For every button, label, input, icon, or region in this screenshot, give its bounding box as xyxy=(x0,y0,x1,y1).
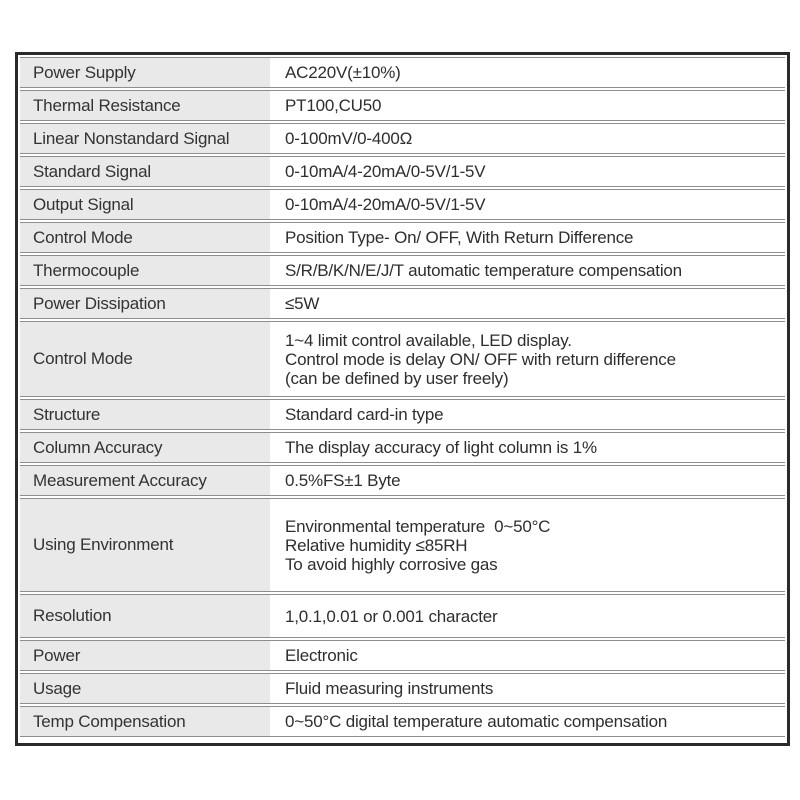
row-label: Power xyxy=(20,641,270,670)
table-row xyxy=(20,673,785,704)
row-label: Thermal Resistance xyxy=(20,91,270,120)
row-value-line: 1,0.1,0.01 or 0.001 character xyxy=(285,606,498,626)
table-row xyxy=(20,399,785,430)
row-value xyxy=(270,466,785,495)
row-label: Output Signal xyxy=(20,190,270,219)
row-value-line: 0-100mV/0-400Ω xyxy=(285,129,413,148)
row-value-line: Standard card-in type xyxy=(285,405,444,424)
row-value xyxy=(270,91,785,120)
table-row xyxy=(20,640,785,671)
row-label: Standard Signal xyxy=(20,157,270,186)
row-value xyxy=(270,499,785,591)
row-label: Control Mode xyxy=(20,322,270,396)
row-value xyxy=(270,674,785,703)
row-label: Usage xyxy=(20,674,270,703)
spec-table xyxy=(15,52,790,746)
row-value xyxy=(270,400,785,429)
table-row xyxy=(20,321,785,397)
row-value xyxy=(270,322,785,396)
row-value xyxy=(270,190,785,219)
row-label: Structure xyxy=(20,400,270,429)
table-row xyxy=(20,90,785,121)
row-label: Linear Nonstandard Signal xyxy=(20,124,270,153)
row-value-line: 0-10mA/4-20mA/0-5V/1-5V xyxy=(285,162,486,181)
row-label: Temp Compensation xyxy=(20,707,270,736)
row-value xyxy=(270,595,785,637)
table-row xyxy=(20,255,785,286)
row-value-line: ≤5W xyxy=(285,294,320,313)
table-row xyxy=(20,288,785,319)
row-value-line: Relative humidity ≤85RH xyxy=(285,535,468,555)
table-row xyxy=(20,189,785,220)
row-value xyxy=(270,223,785,252)
table-row xyxy=(20,498,785,592)
row-value-line: To avoid highly corrosive gas xyxy=(285,554,498,574)
row-value xyxy=(270,256,785,285)
row-value-line: 0-10mA/4-20mA/0-5V/1-5V xyxy=(285,195,486,214)
table-row xyxy=(20,465,785,496)
row-value-line: 1~4 limit control available, LED display. xyxy=(285,330,572,350)
row-value xyxy=(270,289,785,318)
table-row xyxy=(20,706,785,737)
row-value xyxy=(270,641,785,670)
row-label: Measurement Accuracy xyxy=(20,466,270,495)
table-row xyxy=(20,156,785,187)
table-row xyxy=(20,57,785,88)
row-label: Power Supply xyxy=(20,58,270,87)
row-label: Control Mode xyxy=(20,223,270,252)
row-label: Column Accuracy xyxy=(20,433,270,462)
row-value-line: Position Type- On/ OFF, With Return Difference xyxy=(285,228,634,247)
row-value-line: The display accuracy of light column is 1% xyxy=(285,438,597,457)
row-label: Resolution xyxy=(20,595,270,637)
table-row xyxy=(20,594,785,638)
row-value-line: 0~50°C digital temperature automatic compensation xyxy=(285,712,668,731)
row-value-line: Environmental temperature 0~50°C xyxy=(285,516,551,536)
row-value-line: (can be defined by user freely) xyxy=(285,368,509,388)
row-label: Thermocouple xyxy=(20,256,270,285)
row-value xyxy=(270,433,785,462)
table-row xyxy=(20,222,785,253)
row-value xyxy=(270,707,785,736)
row-value xyxy=(270,124,785,153)
table-row xyxy=(20,123,785,154)
row-value-line: Electronic xyxy=(285,646,358,665)
row-value-line: Control mode is delay ON/ OFF with return difference xyxy=(285,349,676,369)
row-value-line: Fluid measuring instruments xyxy=(285,679,494,698)
row-value-line: S/R/B/K/N/E/J/T automatic temperature compensation xyxy=(285,261,682,280)
row-value xyxy=(270,58,785,87)
row-value xyxy=(270,157,785,186)
row-value-line: AC220V(±10%) xyxy=(285,63,401,82)
table-row xyxy=(20,432,785,463)
row-value-line: 0.5%FS±1 Byte xyxy=(285,471,401,490)
row-label: Using Environment xyxy=(20,499,270,591)
row-label: Power Dissipation xyxy=(20,289,270,318)
row-value-line: PT100,CU50 xyxy=(285,96,382,115)
